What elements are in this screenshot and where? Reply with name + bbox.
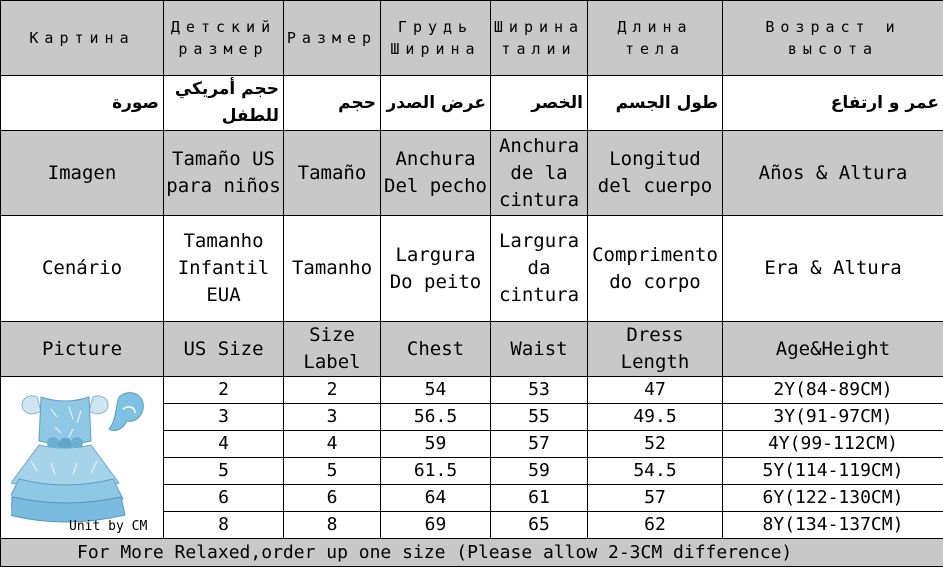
header-cell: الخصر (491, 76, 588, 131)
header-cell: Imagen (1, 131, 164, 216)
header-cell: Anchura de la cintura (491, 131, 588, 216)
header-cell: Грудь Ширина (381, 1, 491, 76)
header-row-english (1, 322, 943, 377)
us-size-cell: 8 (164, 512, 284, 539)
header-cell: Picture (1, 322, 164, 377)
size-label-cell: 5 (284, 458, 381, 485)
age-height-cell: 4Y(99-112CM) (723, 431, 943, 458)
header-cell: Anchura Del pecho (381, 131, 491, 216)
header-cell: Largura Do peito (381, 216, 491, 322)
header-row-arabic (1, 76, 943, 131)
header-cell: Longitud del cuerpo (588, 131, 723, 216)
dress-picture-cell (1, 377, 164, 539)
header-cell: Dress Length (588, 322, 723, 377)
age-height-cell: 2Y(84-89CM) (723, 377, 943, 404)
us-size-cell: 4 (164, 431, 284, 458)
header-cell: Длина тела (588, 1, 723, 76)
chest-cell: 59 (381, 431, 491, 458)
header-cell: Largura da cintura (491, 216, 588, 322)
waist-cell: 53 (491, 377, 588, 404)
unit-note: Unit by CM (69, 520, 147, 534)
header-cell: Tamaño (284, 131, 381, 216)
header-cell: طول الجسم (588, 76, 723, 131)
length-cell: 62 (588, 512, 723, 539)
size-row (1, 377, 943, 404)
us-size-cell: 5 (164, 458, 284, 485)
chest-cell: 64 (381, 485, 491, 512)
age-height-cell: 5Y(114-119CM) (723, 458, 943, 485)
chest-cell: 56.5 (381, 404, 491, 431)
header-cell: Size Label (284, 322, 381, 377)
header-cell: Tamaño US para niños (164, 131, 284, 216)
footer-row (1, 539, 943, 567)
age-height-cell: 8Y(134-137CM) (723, 512, 943, 539)
header-cell: عمر و ارتفاع (723, 76, 943, 131)
chest-cell: 61.5 (381, 458, 491, 485)
size-label-cell: 4 (284, 431, 381, 458)
waist-cell: 55 (491, 404, 588, 431)
size-label-cell: 8 (284, 512, 381, 539)
header-cell: US Size (164, 322, 284, 377)
size-label-cell: 2 (284, 377, 381, 404)
header-cell: حجم (284, 76, 381, 131)
header-cell: Cenário (1, 216, 164, 322)
chest-cell: 54 (381, 377, 491, 404)
us-size-cell: 3 (164, 404, 284, 431)
footer-note: For More Relaxed,order up one size (Please allow 2-3CM difference) (1, 539, 943, 567)
waist-cell: 59 (491, 458, 588, 485)
waist-cell: 65 (491, 512, 588, 539)
header-cell: Chest (381, 322, 491, 377)
header-cell: Comprimento do corpo (588, 216, 723, 322)
header-cell: Era & Altura (723, 216, 943, 322)
header-cell: Ширина талии (491, 1, 588, 76)
header-cell: صورة (1, 76, 164, 131)
header-cell: Картина (1, 1, 164, 76)
header-cell: Детский размер (164, 1, 284, 76)
header-cell: عرض الصدر (381, 76, 491, 131)
waist-cell: 61 (491, 485, 588, 512)
length-cell: 52 (588, 431, 723, 458)
header-row-russian (1, 1, 943, 76)
header-cell: Возраст и высота (723, 1, 943, 76)
header-row-portuguese (1, 216, 943, 322)
header-cell: Tamanho Infantil EUA (164, 216, 284, 322)
age-height-cell: 6Y(122-130CM) (723, 485, 943, 512)
length-cell: 54.5 (588, 458, 723, 485)
length-cell: 57 (588, 485, 723, 512)
waist-cell: 57 (491, 431, 588, 458)
header-cell: Tamanho (284, 216, 381, 322)
us-size-cell: 6 (164, 485, 284, 512)
chest-cell: 69 (381, 512, 491, 539)
header-cell: Age&Height (723, 322, 943, 377)
size-label-cell: 3 (284, 404, 381, 431)
size-label-cell: 6 (284, 485, 381, 512)
age-height-cell: 3Y(91-97CM) (723, 404, 943, 431)
dress-image (11, 379, 156, 529)
header-cell: Waist (491, 322, 588, 377)
length-cell: 49.5 (588, 404, 723, 431)
header-cell: حجم أمريكي للطفل (164, 76, 284, 131)
length-cell: 47 (588, 377, 723, 404)
header-row-spanish (1, 131, 943, 216)
us-size-cell: 2 (164, 377, 284, 404)
header-cell: Размер (284, 1, 381, 76)
header-cell: Años & Altura (723, 131, 943, 216)
